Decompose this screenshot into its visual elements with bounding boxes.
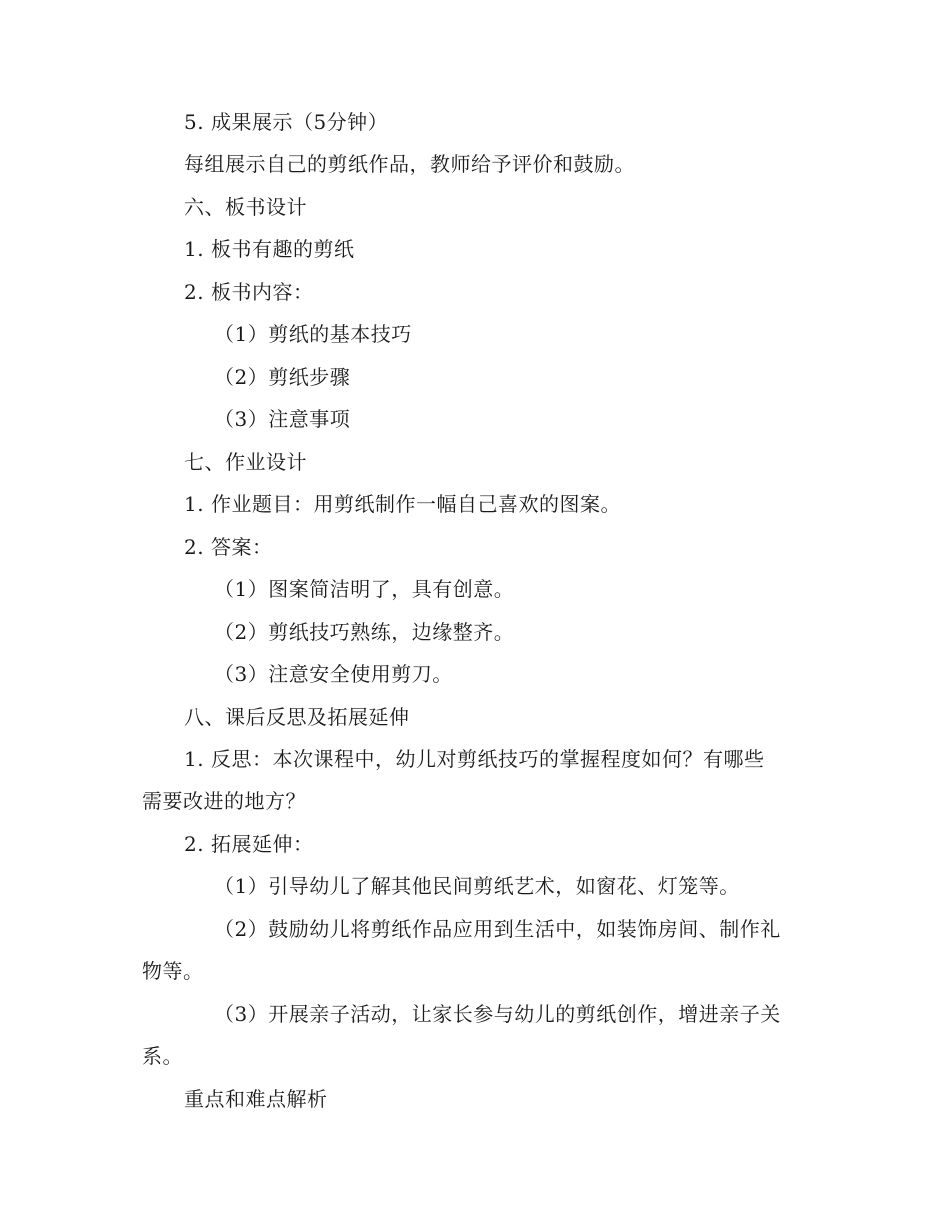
section-heading-7: 七、作业设计 [184, 450, 307, 474]
sub-list-item: （1）引导幼儿了解其他民间剪纸艺术，如窗花、灯笼等。 [214, 874, 740, 898]
list-item-continuation: 需要改进的地方？ [142, 789, 306, 813]
paragraph: 每组展示自己的剪纸作品，教师给予评价和鼓励。 [184, 152, 635, 176]
list-item: 1. 作业题目：用剪纸制作一幅自己喜欢的图案。 [184, 492, 621, 516]
sub-list-item-continuation: 系。 [142, 1044, 183, 1068]
section-heading-8: 八、课后反思及拓展延伸 [184, 705, 410, 729]
sub-list-item: （1）图案简洁明了，具有创意。 [214, 577, 515, 601]
sub-list-item: （3）开展亲子活动，让家长参与幼儿的剪纸创作，增进亲子关 [214, 1002, 781, 1026]
list-item: 2. 板书内容： [184, 280, 314, 304]
sub-list-item: （2）剪纸技巧熟练，边缘整齐。 [214, 620, 515, 644]
list-item: 1. 反思：本次课程中，幼儿对剪纸技巧的掌握程度如何？有哪些 [184, 747, 765, 771]
sub-list-item: （2）鼓励幼儿将剪纸作品应用到生活中，如装饰房间、制作礼 [214, 917, 781, 941]
section-heading-6: 六、板书设计 [184, 195, 307, 219]
section-heading: 重点和难点解析 [184, 1087, 328, 1111]
step-5-heading: 5. 成果展示（5分钟） [184, 110, 389, 134]
sub-list-item-continuation: 物等。 [142, 959, 204, 983]
list-item: 1. 板书有趣的剪纸 [184, 237, 355, 261]
sub-list-item: （2）剪纸步骤 [214, 365, 351, 389]
sub-list-item: （1）剪纸的基本技巧 [214, 322, 412, 346]
sub-list-item: （3）注意安全使用剪刀。 [214, 662, 453, 686]
sub-list-item: （3）注意事项 [214, 407, 351, 431]
list-item: 2. 答案： [184, 535, 273, 559]
list-item: 2. 拓展延伸： [184, 832, 314, 856]
